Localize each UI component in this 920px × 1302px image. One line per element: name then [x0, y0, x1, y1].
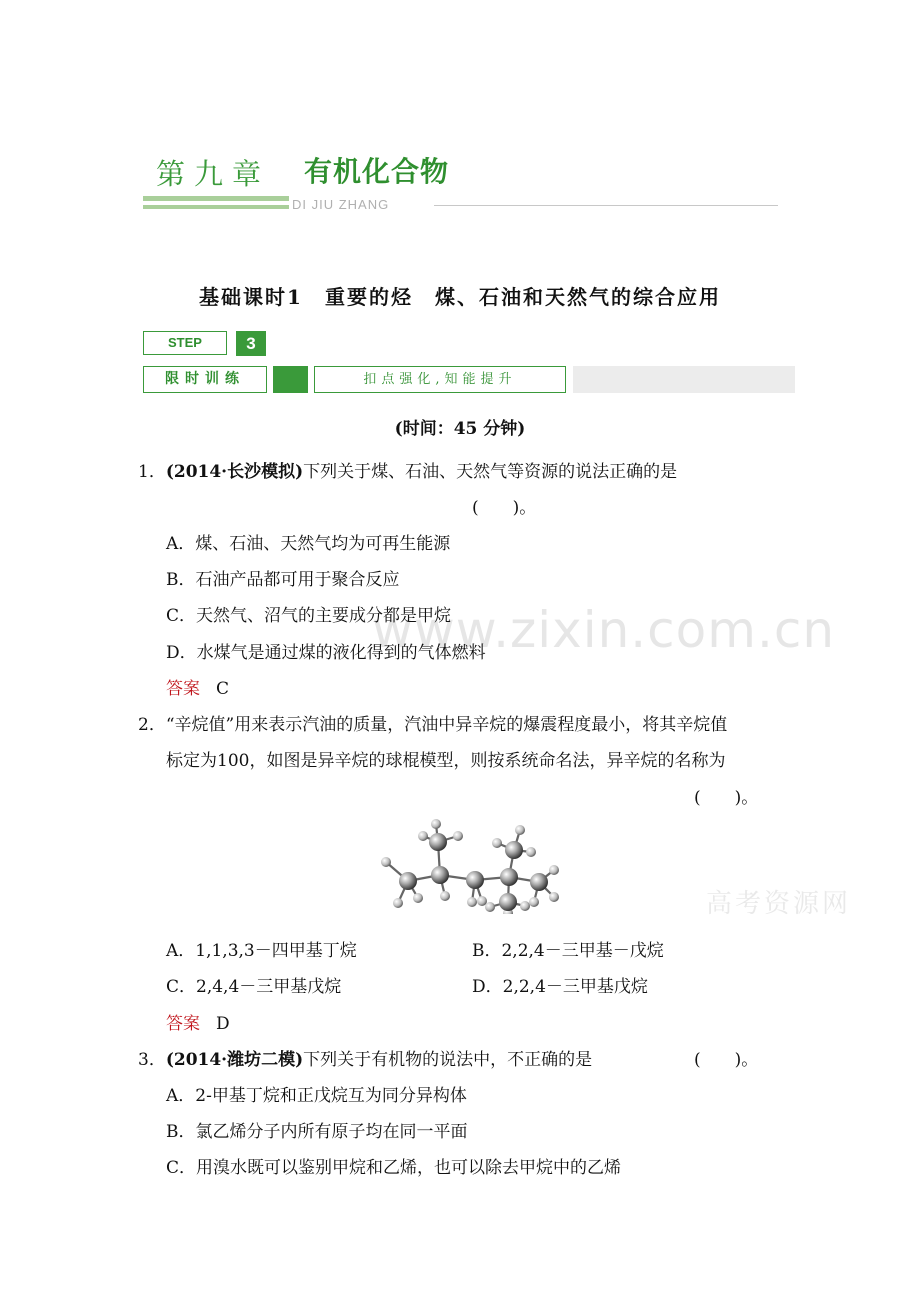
question-number: 3．: [138, 1050, 166, 1070]
answer-bracket: ( )。: [694, 788, 759, 808]
option-b: B．石油产品都可用于聚合反应: [166, 570, 400, 590]
question-number: 2．: [138, 715, 166, 735]
question-source: (2014·长沙模拟): [165, 462, 304, 482]
time-note: (时间：45 分钟): [394, 419, 526, 439]
option-b: B．氯乙烯分子内所有原子均在同一平面: [166, 1122, 468, 1142]
question-source: (2014·潍坊二模): [165, 1050, 304, 1070]
option-c: C．2,4,4－三甲基戊烷: [166, 977, 342, 997]
chapter-pinyin: DI JIU ZHANG: [292, 197, 390, 212]
question-2-stem-line2: 标定为100，如图是异辛烷的球棍模型，则按系统命名法，异辛烷的名称为: [166, 751, 726, 771]
option-a: A．煤、石油、天然气均为可再生能源: [166, 534, 451, 554]
option-b: B．2,2,4－三甲基－戊烷: [472, 941, 664, 961]
question-text: “辛烷值”用来表示汽油的质量，汽油中异辛烷的爆震程度最小，将其辛烷值: [165, 715, 728, 735]
section-divider-block: [273, 366, 308, 393]
option-a: A．2-甲基丁烷和正戊烷互为同分异构体: [166, 1086, 467, 1106]
answer-value: C: [216, 679, 230, 699]
option-a: A．1,1,3,3－四甲基丁烷: [166, 941, 357, 961]
question-3-stem: [138, 1049, 592, 1071]
answer-line: [166, 678, 229, 700]
answer-line: [166, 1013, 230, 1035]
answer-bracket: ( )。: [472, 498, 537, 518]
section-name: 限时训练: [143, 366, 267, 393]
option-d: D．2,2,4－三甲基戊烷: [472, 977, 648, 997]
lesson-title: 基础课时1 重要的烃 煤、石油和天然气的综合应用: [199, 285, 721, 309]
section-motto: 扣点强化,知能提升: [314, 366, 566, 393]
step-number: 3: [236, 331, 266, 356]
question-1-stem: [138, 461, 677, 483]
section-gray-strip: [573, 366, 795, 393]
option-c: C．天然气、沼气的主要成分都是甲烷: [166, 606, 452, 626]
option-c: C．用溴水既可以鉴别甲烷和乙烯，也可以除去甲烷中的乙烯: [166, 1158, 622, 1178]
header-rule: [434, 205, 778, 206]
answer-value: D: [216, 1014, 230, 1034]
answer-label: 答案: [166, 1014, 200, 1034]
question-2-stem: [138, 714, 727, 736]
isooctane-model-figure: [378, 818, 563, 914]
watermark-secondary: 高考资源网: [706, 889, 852, 919]
hydrogen-atoms: [381, 819, 559, 914]
question-text: 下列关于煤、石油、天然气等资源的说法正确的是: [303, 462, 678, 482]
header-decoration-bar: [143, 205, 289, 209]
option-d: D．水煤气是通过煤的液化得到的气体燃料: [166, 643, 486, 663]
chapter-number: 第九章: [156, 157, 271, 191]
answer-label: 答案: [166, 679, 200, 699]
watermark: www.zixin.com.cn: [372, 601, 836, 659]
answer-bracket: ( )。: [694, 1050, 759, 1070]
chapter-name: 有机化合物: [304, 155, 450, 188]
header-decoration-bar: [143, 196, 289, 201]
step-label: STEP: [143, 331, 227, 355]
question-number: 1．: [138, 462, 166, 482]
question-text: 下列关于有机物的说法中，不正确的是: [303, 1050, 593, 1070]
